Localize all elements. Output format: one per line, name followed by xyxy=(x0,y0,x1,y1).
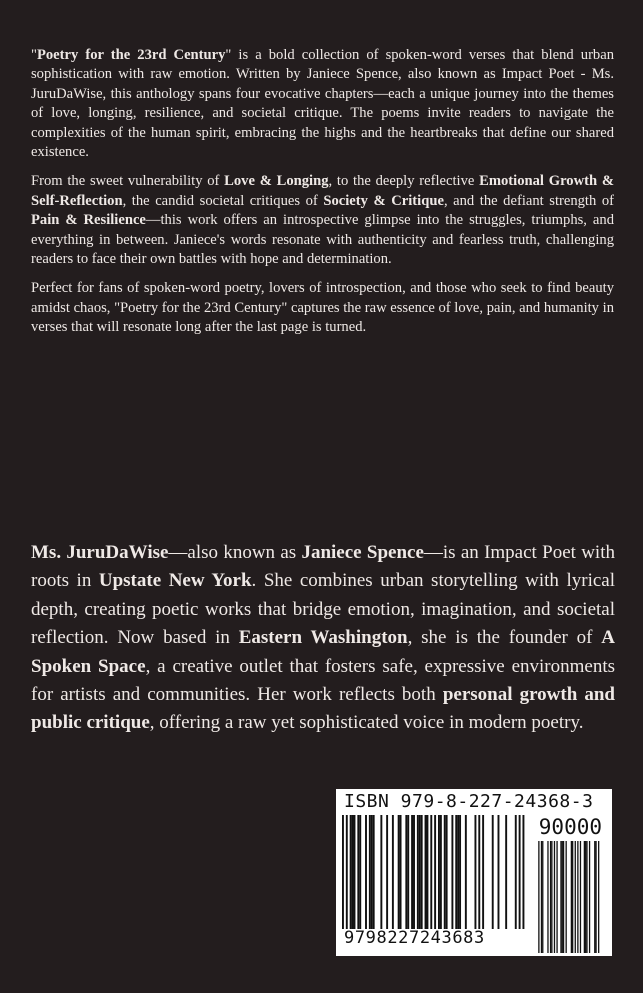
addon-bar xyxy=(598,841,599,953)
barcode-bar xyxy=(342,815,344,929)
organization-name: A Spoken Space xyxy=(31,627,615,677)
barcode-bar xyxy=(425,815,427,929)
barcode-bar xyxy=(413,815,415,929)
barcode-bar xyxy=(505,815,507,929)
barcode-bar xyxy=(482,815,484,929)
barcode-bar xyxy=(400,815,402,929)
text: From the sweet vulnerability of xyxy=(31,173,225,190)
barcode-bar xyxy=(371,815,373,929)
description-paragraph-1 xyxy=(31,46,614,162)
addon-bar xyxy=(572,841,573,953)
barcode-bar xyxy=(430,815,432,929)
addon-bar xyxy=(577,841,578,953)
text: , and the defiant strength of xyxy=(443,192,615,209)
barcode-bar xyxy=(519,815,521,929)
author-bio xyxy=(31,539,615,738)
addon-bar xyxy=(551,841,552,953)
barcode-bar xyxy=(346,815,348,929)
addon-bar xyxy=(580,841,581,953)
addon-bar xyxy=(595,841,596,953)
text: " xyxy=(31,47,37,63)
text: —also known as xyxy=(168,542,302,563)
author-pen-name: Ms. JuruDaWise xyxy=(31,542,169,563)
ean-digits: 9798227243683 xyxy=(344,928,485,948)
addon-bar xyxy=(542,841,543,953)
addon-bar xyxy=(550,841,551,953)
isbn-label: ISBN 979-8-227-24368-3 xyxy=(344,791,594,812)
addon-bar xyxy=(571,841,572,953)
chapter-pain-resilience: Pain & Resilience xyxy=(31,212,146,229)
addon-bar xyxy=(586,841,587,953)
addon-bar xyxy=(589,841,590,953)
addon-bar xyxy=(562,841,563,953)
book-title: Poetry for the 23rd Century xyxy=(36,47,226,63)
author-origin: Upstate New York xyxy=(98,570,252,592)
isbn-barcode xyxy=(336,789,612,956)
text: . She combines urban storytelling with lyrical depth, creating poetic works that bridge emotion, imagination, and societal reflection. Now based in xyxy=(31,570,615,649)
barcode-bar xyxy=(515,815,517,929)
barcode-bar xyxy=(474,815,476,929)
barcode-bar xyxy=(465,815,467,929)
addon-bar xyxy=(554,841,555,953)
addon-bar xyxy=(538,841,539,953)
barcode-bar xyxy=(369,815,371,929)
barcode-bar xyxy=(411,815,413,929)
author-name: Janiece Spence xyxy=(301,542,424,563)
barcode-bar xyxy=(380,815,382,929)
text: —is an Impact Poet with roots in xyxy=(31,542,615,592)
barcode-bar xyxy=(478,815,480,929)
addon-bar xyxy=(584,841,585,953)
barcode-bar xyxy=(386,815,388,929)
barcode-bar xyxy=(426,815,428,929)
barcode-bar xyxy=(455,815,457,929)
barcode-bar xyxy=(446,815,448,929)
addon-bar xyxy=(547,841,548,953)
barcode-bar xyxy=(357,815,359,929)
book-description xyxy=(31,46,614,348)
barcode-bar xyxy=(407,815,409,929)
barcode-bar xyxy=(459,815,461,929)
chapter-society-critique: Society & Critique xyxy=(323,192,444,209)
barcode-bar xyxy=(522,815,524,929)
barcode-bar xyxy=(350,815,352,929)
barcode-bar xyxy=(352,815,354,929)
barcode-bar xyxy=(354,815,356,929)
addon-bar xyxy=(585,841,586,953)
barcode-bar xyxy=(392,815,394,929)
price-code: 90000 xyxy=(538,815,602,839)
text: —this work offers an introspective glimpse into the struggles, triumphs, and everything in between. Janiece's words resonate with authenticity and fearless truth, challenging readers to face their own battles with hope and determination. xyxy=(31,212,614,268)
barcode-bar xyxy=(419,815,421,929)
barcode-bar xyxy=(434,815,436,929)
barcode-bar xyxy=(405,815,407,929)
addon-bar xyxy=(541,841,542,953)
barcode-bar xyxy=(417,815,419,929)
text: , offering a raw yet sophisticated voice in modern poetry. xyxy=(149,712,584,734)
barcode-bar xyxy=(373,815,375,929)
addon-bar xyxy=(575,841,576,953)
chapter-emotional-growth: Emotional Growth & Self-Reflection xyxy=(31,173,615,209)
addon-bar xyxy=(563,841,564,953)
addon-bar xyxy=(556,841,557,953)
author-bio-paragraph xyxy=(31,539,615,738)
addon-bar xyxy=(566,841,567,953)
barcode-bar xyxy=(444,815,446,929)
barcode-bar xyxy=(498,815,500,929)
text: , to the deeply reflective xyxy=(328,173,480,190)
text: , the candid societal critiques of xyxy=(122,192,324,209)
author-location: Eastern Washington xyxy=(238,627,408,649)
barcode-bar xyxy=(451,815,453,929)
addon-bar xyxy=(594,841,595,953)
barcode-bar xyxy=(359,815,361,929)
barcode-bar xyxy=(440,815,442,929)
barcode-bar xyxy=(457,815,459,929)
addon-bar xyxy=(560,841,561,953)
text: " is a bold collection of spoken-word verses that blend urban sophistication with raw emotion. Written by Janiece Spence, also known as Impact Poet - Ms. JuruDaWise, this anthology spans four evocative chapters—each a unique journey into the themes of love, longing, resilience, and societal critique. The poems invite readers to navigate the complexities of the human spirit, embracing the highs and the heartbreaks that define our shared existence. xyxy=(31,47,615,161)
chapter-love-longing: Love & Longing xyxy=(224,173,329,190)
barcode-bar xyxy=(492,815,494,929)
work-theme: personal growth and public critique xyxy=(31,684,616,734)
description-paragraph-3: Perfect for fans of spoken-word poetry, lovers of introspection, and those who seek to find beauty amidst chaos, "Poetry for the 23rd Century" captures the raw essence of love, pain, and humanity in verses that will resonate long after the last page is turned. xyxy=(31,280,614,336)
text: , she is the founder of xyxy=(407,627,602,649)
barcode-bar xyxy=(438,815,440,929)
text: , a creative outlet that fosters safe, expressive environments for artists and communities. Her work reflects both xyxy=(31,655,616,706)
description-paragraph-2 xyxy=(31,172,614,269)
barcode-bar xyxy=(365,815,367,929)
barcode-bar xyxy=(421,815,423,929)
barcode-bar xyxy=(398,815,400,929)
